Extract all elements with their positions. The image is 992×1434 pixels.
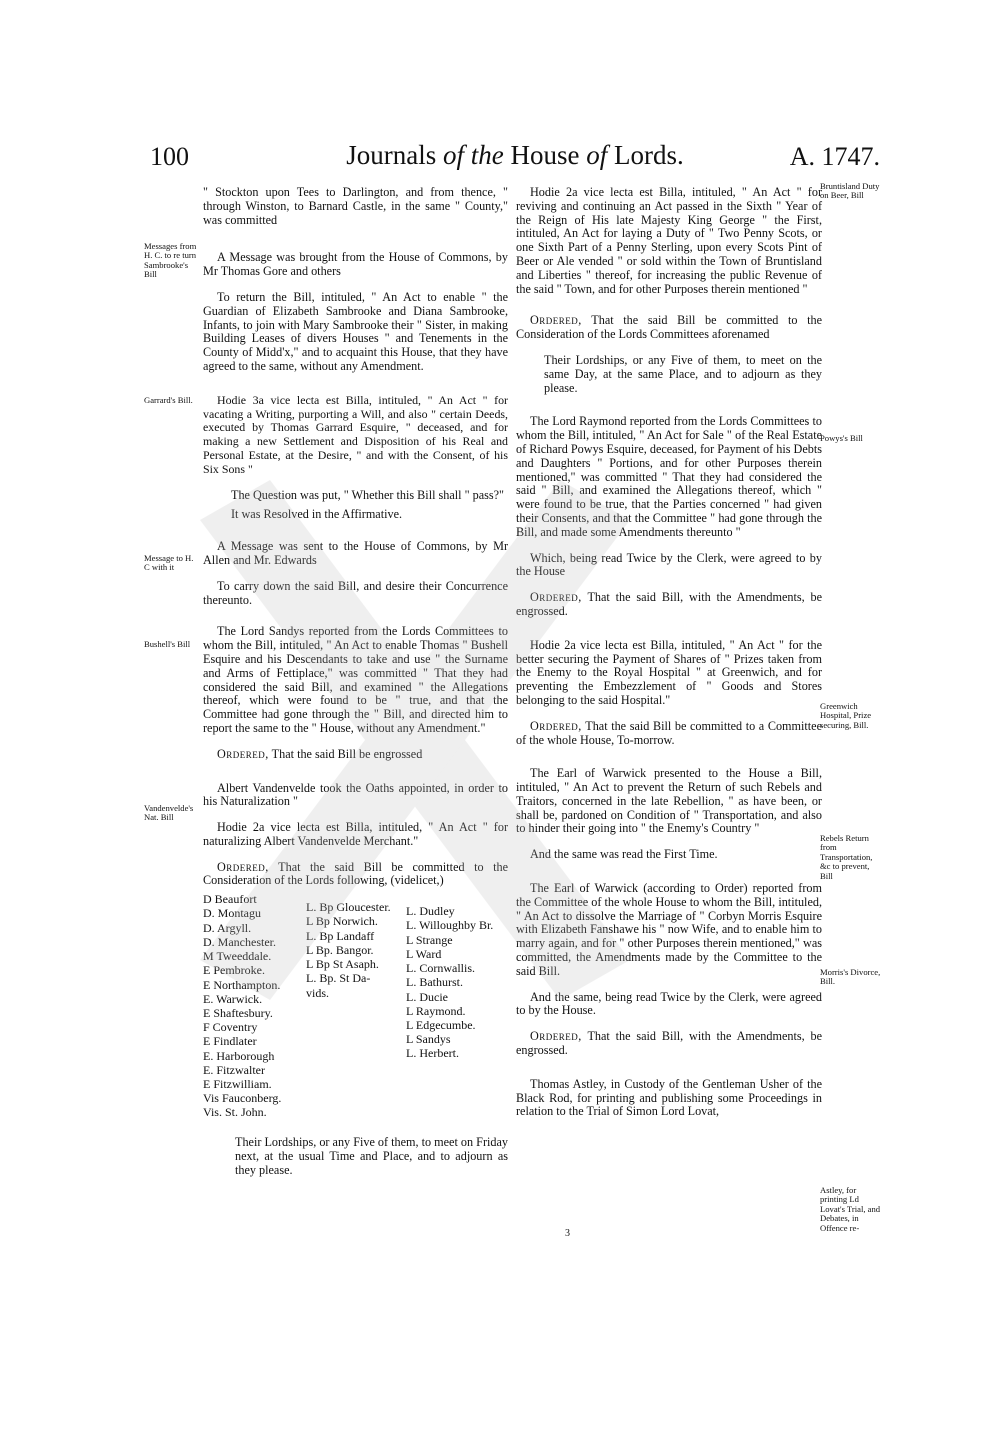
- margin-note-rebels: Rebels Return from Transportation, &c to prevent, Bill: [820, 833, 873, 881]
- left-para-10: Ordered, That the said Bill be engrossed: [217, 746, 423, 761]
- left-para-6: It was Resolved in the Affirmative.: [231, 507, 403, 522]
- lord-entry: L. Bp. St Da-: [306, 971, 371, 986]
- lord-entry: E Shaftesbury.: [203, 1005, 273, 1020]
- left-column: [203, 186, 508, 1190]
- lord-entry: L Ward: [406, 946, 442, 961]
- margin-note-bushell: Bushell's Bill: [144, 639, 191, 649]
- margin-note-garrard: Garrard's Bill.: [144, 395, 193, 405]
- right-para-4: The Lord Raymond reported from the Lords Committees to whom the Bill, intituled, " An Act for Sale " of the Real Estate of Richard Powys Esquire, deceased, for Payment of his Debts and Daughters " Portions, and for other Purposes therein mentioned," was committed " That they had considered the said " Bill, and examined the Allegations thereof, which " were found to be true, that the Parties concerned " had given their Consents, and that the Committee " had gone through the Bill, and made some Amendments thereunto ": [516, 414, 822, 539]
- margin-note-morris: Morris's Divorce, Bill.: [820, 967, 881, 987]
- lord-entry: D. Montagu: [203, 906, 261, 921]
- right-para-6: Ordered, That the said Bill, with the Amendments, be engrossed.: [516, 590, 822, 618]
- lord-entry: L. Bp Landaff: [306, 928, 375, 943]
- lord-entry: E. Fitzwalter: [203, 1062, 265, 1077]
- lord-entry: L. Willoughby Br.: [406, 918, 494, 933]
- left-para-12: Hodie 2a vice lecta est Billa, intituled, " An Act " for naturalizing Albert Vandenvelde Merchant.": [203, 820, 508, 848]
- lord-entry: E Northampton.: [203, 977, 281, 992]
- left-para-4: Hodie 3a vice lecta est Billa, intituled, " An Act " for vacating a Writing, purporting a Will, and also " certain Deeds, executed by Thomas Garrard Esquire, " deceased, and for making a new Settlement and Disposition of his Real and Personal Estate, at the Desire, " and with the Consent, of his Six Sons ": [203, 392, 508, 476]
- lord-entry: E Fitzwilliam.: [203, 1076, 272, 1091]
- right-para-10: And the same was read the First Time.: [530, 847, 718, 862]
- lords-column-3: [406, 904, 493, 1060]
- left-para-13: Ordered, That the said Bill be committed to the Consideration of the Lords following, (videlicet,): [203, 859, 508, 888]
- margin-note-sambrooke: Messages from H. C. to re turn Sambrooke's Bill: [144, 241, 197, 280]
- left-para-5: The Question was put, " Whether this Bill shall " pass?": [231, 487, 504, 502]
- lord-entry: Vis. St. John.: [203, 1105, 267, 1120]
- lord-entry: F Coventry: [203, 1020, 258, 1035]
- lord-entry: L. Herbert.: [406, 1046, 459, 1061]
- page-number: 100: [150, 142, 189, 171]
- margin-note-bruntisland: Bruntisland Duty on Beer, Bill: [820, 181, 880, 201]
- lord-entry: L Bp. Bangor.: [306, 942, 374, 957]
- lord-entry: Vis Fauconberg.: [203, 1091, 282, 1106]
- right-para-5: Which, being read Twice by the Clerk, were agreed to by the House: [516, 550, 822, 579]
- margin-note-greenwich: Greenwich Hospital, Prize securing, Bill.: [820, 701, 872, 730]
- margin-note-vandenvelde: Vandenvelde's Nat. Bill: [144, 803, 194, 823]
- lord-entry: L. Ducie: [406, 989, 448, 1004]
- signature-mark: 3: [565, 1228, 570, 1239]
- lords-column-2: [306, 900, 391, 999]
- lord-entry: M Tweeddale.: [203, 949, 272, 964]
- lord-entry: L. Cornwallis.: [406, 961, 475, 976]
- right-para-8: Ordered, That the said Bill be committed to a Committee of the whole House, To-morrow.: [516, 718, 822, 747]
- margin-note-powys: Powys's Bill: [820, 433, 863, 443]
- lord-entry: D. Manchester.: [203, 934, 276, 949]
- page-title: Journals of the House of Lords.: [346, 140, 684, 170]
- lord-entry: E. Harborough: [203, 1048, 275, 1063]
- left-para-14: Their Lordships, or any Five of them, to meet on Friday next, at the usual Time and Place, and to adjourn as they please.: [235, 1135, 508, 1177]
- lord-entry: L Sandys: [406, 1032, 451, 1047]
- left-para-8: To carry down the said Bill, and desire their Concurrence thereunto.: [203, 578, 508, 607]
- right-para-9: The Earl of Warwick presented to the House a Bill, intituled, " An Act to prevent the Return of such Rebels and Traitors, concerned in the late Rebellion, " as have been, or shall be, pardoned on Condition of " Transportation, and also to hinder their going into " the Enemy's Country ": [516, 766, 822, 836]
- left-para-7: A Message was sent to the House of Commons, by Mr Allen and Mr. Edwards: [203, 539, 508, 567]
- margin-note-astley: Astley, for printing Ld Lovat's Trial, and Debates, in Offence re-: [820, 1185, 881, 1233]
- page-year: A. 1747.: [789, 142, 880, 171]
- lord-entry: E. Warwick.: [203, 991, 263, 1006]
- right-para-3: Their Lordships, or any Five of them, to meet on the same Day, at the same Place, and to adjourn as they please.: [544, 352, 822, 395]
- lord-entry: L Bp St Asaph.: [306, 957, 379, 972]
- left-para-11: Albert Vandenvelde took the Oaths appointed, in order to his Naturalization ": [203, 780, 508, 809]
- left-para-3: To return the Bill, intituled, " An Act to enable " the Guardian of Elizabeth Sambrooke and Diana Sambrooke, Infants, to join with Mary Sambrooke their " Sister, in making Building Leases of divers Houses " and Tenements in the County of Midd'x," and to acquaint this House, that they have agreed to the same, without any Amendment.: [203, 289, 508, 373]
- right-para-14: Thomas Astley, in Custody of the Gentleman Usher of the Black Rod, for printing and publishing some Proceedings in relation to the Trial of Simon Lord Lovat,: [516, 1076, 822, 1119]
- lords-column-1: [203, 892, 281, 1119]
- right-para-2: Ordered, That the said Bill be committed to the Consideration of the Lords Committees aforenamed: [516, 313, 822, 342]
- lord-entry: vids.: [306, 985, 330, 1000]
- lord-entry: L. Bathurst.: [406, 975, 463, 990]
- right-para-11: The Earl of Warwick (according to Order) reported from the Committee of the whole House to whom the Bill, intituled, " An Act to dissolve the Marriage of " Corbyn Morris Esquire with Elizabeth Fanshawe his " now Wife, and to enable him to marry again, and for " other Purposes therein mentioned," was committed, the Amendments made by the Committee to the said Bill.: [516, 881, 822, 978]
- page-header: [150, 140, 880, 180]
- left-para-2: A Message was brought from the House of Commons, by Mr Thomas Gore and others: [203, 250, 508, 279]
- lord-entry: L. Bp Gloucester.: [306, 900, 391, 915]
- lord-entry: E Findlater: [203, 1034, 257, 1049]
- lord-entry: L Edgecumbe.: [406, 1017, 476, 1032]
- margin-note-message-hc: Message to H. C with it: [144, 553, 194, 573]
- right-para-7: Hodie 2a vice lecta est Billa, intituled, " An Act " for the better securing the Payment of Shares of " Prizes taken from the Enemy to the Royal Hospital " at Greenwich, and for preventing the Embezzlement of " Goods and Stores belonging to the said Hospital.": [516, 637, 822, 707]
- right-para-1: Hodie 2a vice lecta est Billa, intituled, " An Act " for reviving and continuing an Act passed in the Sixth " Year of the Reign of His late Majesty King George " the First, intituled, An Act for laying a Duty of " Two Penny Scots, or one Sixth Part of a Penny Sterling, upon every Scots Pint of Beer or Ale vended " or sold within the Town of Bruntisland and Liberties " thereof, for increasing the public Revenue of the said " Town, and for other Purposes therein mentioned ": [516, 185, 822, 296]
- lord-entry: L Raymond.: [406, 1003, 466, 1018]
- right-para-12: And the same, being read Twice by the Clerk, were agreed to by the House.: [516, 989, 822, 1018]
- lord-entry: L Bp Norwich.: [306, 914, 378, 929]
- left-para-9: The Lord Sandys reported from the Lords Committees to whom the Bill, intituled, " An Act to enable Thomas " Bushell Esquire and his Descendants to take and use " the Surname and Arms of Fettiplace," was committed " That they had considered the said Bill, and examined " the Allegations thereof, which were found to be " true, and that the Committee had gone through the " Bill, and directed him to report the same to the " House, without any Amendment.": [203, 624, 508, 735]
- left-para-1: " Stockton upon Tees to Darlington, and from thence, " through Winston, to Barnard Castle, in the same " County," was committed: [203, 185, 508, 227]
- right-para-13: Ordered, That the said Bill, with the Amendments, be engrossed.: [516, 1029, 822, 1058]
- lord-entry: L Strange: [406, 932, 453, 947]
- lord-entry: E Pembroke.: [203, 963, 265, 978]
- lord-entry: D Beaufort: [203, 892, 257, 907]
- right-column: [516, 186, 822, 1121]
- lord-entry: D. Argyll.: [203, 920, 252, 935]
- lords-list: [203, 892, 508, 1136]
- lord-entry: L. Dudley: [406, 904, 455, 919]
